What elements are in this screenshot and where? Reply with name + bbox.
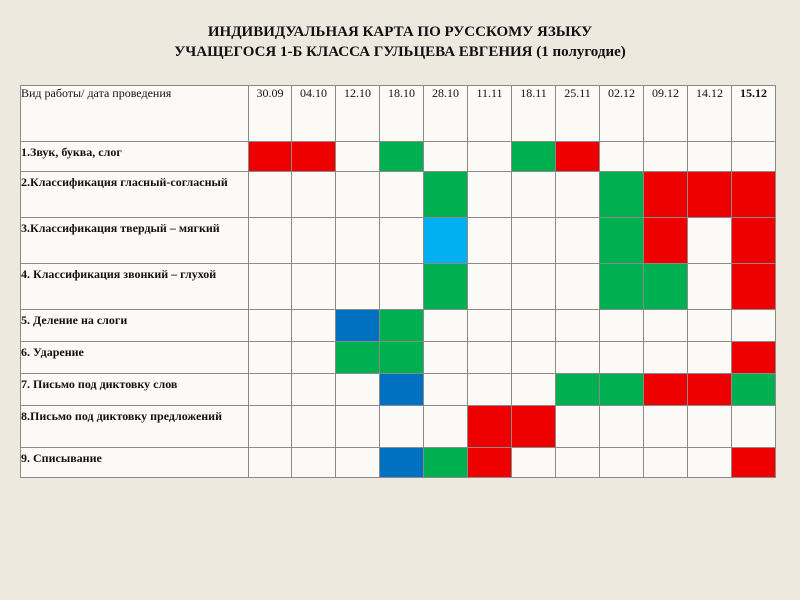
date-header: 12.10 bbox=[336, 86, 380, 142]
date-header: 14.12 bbox=[688, 86, 732, 142]
empty-cell bbox=[468, 342, 512, 374]
status-cell-red bbox=[688, 172, 732, 218]
status-cell-green bbox=[424, 172, 468, 218]
status-cell-green bbox=[556, 374, 600, 406]
page-title bbox=[0, 22, 800, 62]
status-cell-red bbox=[644, 172, 688, 218]
empty-cell bbox=[249, 310, 292, 342]
empty-cell bbox=[512, 374, 556, 406]
status-cell-red bbox=[644, 218, 688, 264]
empty-cell bbox=[556, 172, 600, 218]
empty-cell bbox=[380, 218, 424, 264]
empty-cell bbox=[556, 342, 600, 374]
empty-cell bbox=[249, 172, 292, 218]
status-cell-red bbox=[249, 142, 292, 172]
empty-cell bbox=[644, 342, 688, 374]
empty-cell bbox=[644, 406, 688, 448]
status-cell-red bbox=[468, 406, 512, 448]
status-cell-green bbox=[600, 374, 644, 406]
empty-cell bbox=[424, 342, 468, 374]
empty-cell bbox=[292, 310, 336, 342]
empty-cell bbox=[292, 406, 336, 448]
empty-cell bbox=[249, 264, 292, 310]
row-label: 7. Письмо под диктовку слов bbox=[21, 374, 249, 406]
empty-cell bbox=[336, 406, 380, 448]
empty-cell bbox=[249, 406, 292, 448]
status-cell-red bbox=[732, 342, 776, 374]
date-header: 28.10 bbox=[424, 86, 468, 142]
empty-cell bbox=[600, 406, 644, 448]
empty-cell bbox=[732, 406, 776, 448]
status-cell-green bbox=[600, 264, 644, 310]
empty-cell bbox=[249, 218, 292, 264]
status-cell-red bbox=[512, 406, 556, 448]
status-cell-green bbox=[600, 218, 644, 264]
empty-cell bbox=[512, 448, 556, 478]
empty-cell bbox=[292, 172, 336, 218]
date-header: 11.11 bbox=[468, 86, 512, 142]
empty-cell bbox=[249, 448, 292, 478]
row-label: 4. Классификация звонкий – глухой bbox=[21, 264, 249, 310]
progress-table bbox=[20, 85, 776, 478]
empty-cell bbox=[732, 310, 776, 342]
table-row bbox=[21, 172, 776, 218]
status-cell-green bbox=[380, 310, 424, 342]
status-cell-green bbox=[512, 142, 556, 172]
empty-cell bbox=[556, 218, 600, 264]
date-header: 25.11 bbox=[556, 86, 600, 142]
status-cell-red bbox=[732, 218, 776, 264]
empty-cell bbox=[468, 264, 512, 310]
empty-cell bbox=[600, 342, 644, 374]
empty-cell bbox=[688, 218, 732, 264]
status-cell-red bbox=[732, 448, 776, 478]
status-cell-red bbox=[644, 374, 688, 406]
row-label: 2.Классификация гласный-согласный bbox=[21, 172, 249, 218]
table-row bbox=[21, 310, 776, 342]
table-row bbox=[21, 142, 776, 172]
empty-cell bbox=[468, 142, 512, 172]
status-cell-green bbox=[336, 342, 380, 374]
status-cell-green bbox=[424, 448, 468, 478]
empty-cell bbox=[600, 142, 644, 172]
empty-cell bbox=[512, 310, 556, 342]
status-cell-green bbox=[644, 264, 688, 310]
title-line-1: ИНДИВИДУАЛЬНАЯ КАРТА ПО РУССКОМУ ЯЗЫКУ bbox=[207, 24, 593, 40]
empty-cell bbox=[600, 310, 644, 342]
empty-cell bbox=[424, 406, 468, 448]
empty-cell bbox=[556, 406, 600, 448]
row-label: 6. Ударение bbox=[21, 342, 249, 374]
empty-cell bbox=[512, 342, 556, 374]
empty-cell bbox=[249, 374, 292, 406]
empty-cell bbox=[644, 448, 688, 478]
row-label: 3.Классификация твердый – мягкий bbox=[21, 218, 249, 264]
table-row bbox=[21, 218, 776, 264]
status-cell-green bbox=[380, 142, 424, 172]
title-line-2: УЧАЩЕГОСЯ 1-Б КЛАССА ГУЛЬЦЕВА ЕВГЕНИЯ (1 полугодие) bbox=[174, 44, 626, 60]
status-cell-green bbox=[424, 264, 468, 310]
table-row bbox=[21, 342, 776, 374]
empty-cell bbox=[468, 374, 512, 406]
empty-cell bbox=[249, 342, 292, 374]
status-cell-blue bbox=[336, 310, 380, 342]
status-cell-green bbox=[600, 172, 644, 218]
empty-cell bbox=[556, 448, 600, 478]
empty-cell bbox=[292, 218, 336, 264]
empty-cell bbox=[644, 310, 688, 342]
table-row bbox=[21, 264, 776, 310]
header-label: Вид работы/ дата проведения bbox=[21, 86, 249, 142]
status-cell-red bbox=[468, 448, 512, 478]
empty-cell bbox=[292, 342, 336, 374]
empty-cell bbox=[336, 374, 380, 406]
row-label: 5. Деление на слоги bbox=[21, 310, 249, 342]
empty-cell bbox=[512, 264, 556, 310]
empty-cell bbox=[424, 374, 468, 406]
status-cell-blue bbox=[380, 374, 424, 406]
date-header: 04.10 bbox=[292, 86, 336, 142]
status-cell-red bbox=[292, 142, 336, 172]
empty-cell bbox=[292, 374, 336, 406]
empty-cell bbox=[468, 218, 512, 264]
empty-cell bbox=[380, 406, 424, 448]
empty-cell bbox=[424, 142, 468, 172]
status-cell-red bbox=[732, 172, 776, 218]
empty-cell bbox=[336, 172, 380, 218]
row-label: 1.Звук, буква, слог bbox=[21, 142, 249, 172]
empty-cell bbox=[512, 172, 556, 218]
date-header: 09.12 bbox=[644, 86, 688, 142]
empty-cell bbox=[380, 264, 424, 310]
date-header: 15.12 bbox=[732, 86, 776, 142]
empty-cell bbox=[336, 142, 380, 172]
empty-cell bbox=[556, 310, 600, 342]
empty-cell bbox=[292, 448, 336, 478]
empty-cell bbox=[688, 406, 732, 448]
date-header: 30.09 bbox=[249, 86, 292, 142]
status-cell-blue bbox=[380, 448, 424, 478]
empty-cell bbox=[512, 218, 556, 264]
table-row bbox=[21, 406, 776, 448]
date-header: 02.12 bbox=[600, 86, 644, 142]
empty-cell bbox=[468, 172, 512, 218]
empty-cell bbox=[292, 264, 336, 310]
empty-cell bbox=[732, 142, 776, 172]
header-row bbox=[21, 86, 776, 142]
empty-cell bbox=[688, 310, 732, 342]
empty-cell bbox=[688, 264, 732, 310]
table-row bbox=[21, 448, 776, 478]
empty-cell bbox=[688, 448, 732, 478]
empty-cell bbox=[688, 142, 732, 172]
empty-cell bbox=[336, 218, 380, 264]
table-row bbox=[21, 374, 776, 406]
status-cell-red bbox=[556, 142, 600, 172]
status-cell-green bbox=[732, 374, 776, 406]
status-cell-red bbox=[732, 264, 776, 310]
empty-cell bbox=[644, 142, 688, 172]
empty-cell bbox=[380, 172, 424, 218]
empty-cell bbox=[424, 310, 468, 342]
empty-cell bbox=[336, 448, 380, 478]
empty-cell bbox=[468, 310, 512, 342]
status-cell-green bbox=[380, 342, 424, 374]
row-label: 9. Списывание bbox=[21, 448, 249, 478]
status-cell-red bbox=[688, 374, 732, 406]
empty-cell bbox=[688, 342, 732, 374]
date-header: 18.10 bbox=[380, 86, 424, 142]
status-cell-light-blue bbox=[424, 218, 468, 264]
empty-cell bbox=[600, 448, 644, 478]
date-header: 18.11 bbox=[512, 86, 556, 142]
empty-cell bbox=[556, 264, 600, 310]
row-label: 8.Письмо под диктовку предложений bbox=[21, 406, 249, 448]
empty-cell bbox=[336, 264, 380, 310]
